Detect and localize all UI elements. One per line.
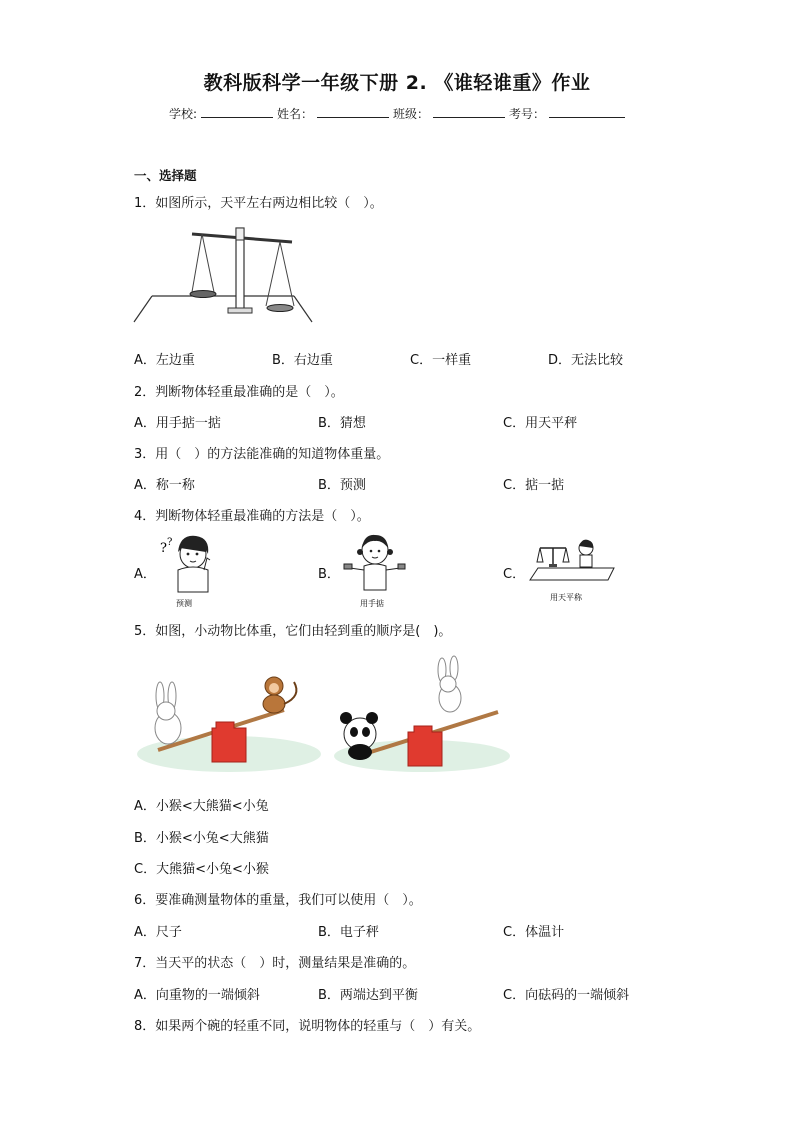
balance-scale-illustration [134,222,314,332]
q4-caption-balance: 用天平称 [550,593,582,602]
q6-option-b[interactable]: B．电子秤 [318,925,379,940]
q6-option-c[interactable]: C．体温计 [503,925,565,940]
exam-number-label: 考号： [509,107,546,121]
q4-caption-hand: 用手掂 [360,599,384,608]
class-label: 班级： [393,107,430,121]
q7-option-b[interactable]: B．两端达到平衡 [318,988,418,1003]
q3-option-b[interactable]: B．预测 [318,478,366,493]
question-2-stem: 2．判断物体轻重最准确的是（ ）。 [134,385,344,400]
question-4-stem: 4．判断物体轻重最准确的方法是（ ）。 [134,509,370,524]
q4-caption-guess: 预测 [176,599,192,608]
q1-option-a[interactable]: A．左边重 [134,353,195,368]
q7-option-c[interactable]: C．向砝码的一端倾斜 [503,988,630,1003]
q5-option-a[interactable]: A．小猴<大熊猫<小兔 [134,799,269,814]
balance-weighing-illustration [528,536,618,606]
seesaw-panda-rabbit-illustration [332,656,512,776]
seesaw-rabbit-monkey-illustration [134,656,324,776]
q4-option-c[interactable]: C． [503,567,526,582]
school-label: 学校: [168,107,197,121]
q4-option-a[interactable]: A． [134,567,156,582]
q1-option-c[interactable]: C．一样重 [410,353,472,368]
q5-option-b[interactable]: B．小猴<小兔<大熊猫 [134,831,269,846]
q1-option-d[interactable]: D．无法比较 [548,353,624,368]
question-5-stem: 5．如图，小动物比体重，它们由轻到重的顺序是( )。 [134,624,452,639]
school-blank[interactable] [201,103,273,118]
question-7-stem: 7．当天平的状态（ ）时，测量结果是准确的。 [134,956,416,971]
q7-option-a[interactable]: A．向重物的一端倾斜 [134,988,260,1003]
question-3-stem: 3．用（ ）的方法能准确的知道物体重量。 [134,447,390,462]
q6-option-a[interactable]: A．尺子 [134,925,182,940]
hand-weighing-girl-illustration [340,530,410,610]
q2-option-a[interactable]: A．用手掂一掂 [134,416,221,431]
section-heading: 一、选择题 [134,168,197,183]
q4-option-b[interactable]: B． [318,567,340,582]
name-blank[interactable] [317,103,389,118]
q2-option-b[interactable]: B．猜想 [318,416,366,431]
q1-option-b[interactable]: B．右边重 [272,353,333,368]
exam-number-blank[interactable] [549,103,625,118]
student-info-row [0,103,794,122]
question-8-stem: 8．如果两个碗的轻重不同，说明物体的轻重与（ ）有关。 [134,1019,481,1034]
q5-option-c[interactable]: C．大熊猫<小兔<小猴 [134,862,269,877]
q3-option-a[interactable]: A．称一称 [134,478,195,493]
class-blank[interactable] [433,103,505,118]
guessing-boy-illustration [160,530,220,610]
svg-text:?: ? [160,541,167,556]
q2-option-c[interactable]: C．用天平秤 [503,416,578,431]
question-1-stem: 1．如图所示，天平左右两边相比较（ ）。 [134,196,383,211]
worksheet-title: 教科版科学一年级下册 2. 《谁轻谁重》作业 [203,72,591,94]
svg-text:?: ? [167,537,173,548]
question-6-stem: 6．要准确测量物体的重量，我们可以使用（ ）。 [134,893,422,908]
name-label: 姓名： [277,107,314,121]
q3-option-c[interactable]: C．掂一掂 [503,478,565,493]
